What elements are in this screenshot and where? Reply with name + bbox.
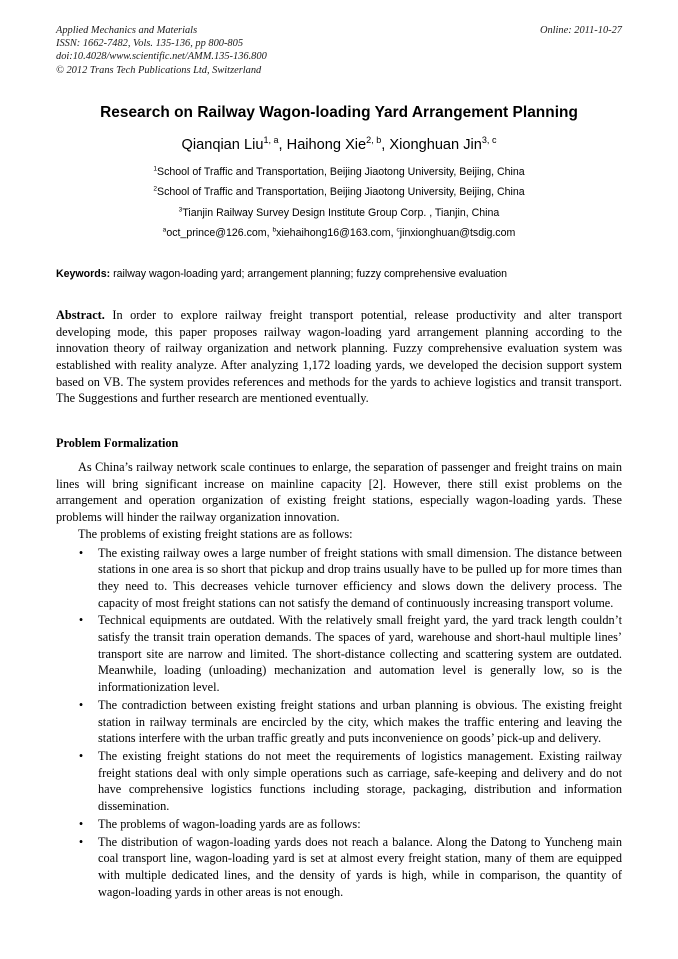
doi-line: doi:10.4028/www.scientific.net/AMM.135-136.800: [56, 51, 267, 63]
list-item-text: Technical equipments are outdated. With the relatively small freight yard, the yard track length couldn’t satisfy the transit train operation demands. The spaces of yard, warehouse and short-haul multiple lines’ transport site are narrow and limited. The short-distance collecting and scattering system are outdated. Meanwhile, loading (unloading) mechanization and automation level is generally low, so is the informationization level.: [98, 613, 622, 695]
affiliation-line: [56, 182, 622, 203]
email-address[interactable]: xiehaihong16@163.com: [276, 227, 391, 240]
author-affiliation-marker: 3, c: [481, 134, 497, 145]
email-address[interactable]: jinxionghuan@tsdig.com: [399, 227, 516, 240]
journal-name: Applied Mechanics and Materials: [56, 25, 198, 36]
email-entry: [396, 227, 515, 239]
author-name: Xionghuan Jin: [389, 136, 482, 153]
affiliation-list: [56, 162, 622, 224]
list-item: [56, 545, 622, 612]
issn-line: ISSN: 1662-7482, Vols. 135-136, pp 800-805: [56, 38, 244, 50]
list-item: [56, 697, 622, 747]
email-marker: c: [396, 226, 400, 234]
email-separator: ,: [266, 227, 273, 240]
bullet-icon: •: [78, 545, 84, 560]
author-separator: ,: [381, 136, 390, 153]
keywords-label: Keywords:: [56, 267, 111, 280]
affiliation-text: Tianjin Railway Survey Design Institute Group Corp. , Tianjin, China: [182, 206, 500, 219]
email-separator: ,: [390, 227, 397, 240]
affiliation-text: School of Traffic and Transportation, Beijing Jiaotong University, Beijing, China: [157, 165, 525, 178]
author-name: Qianqian Liu: [181, 136, 264, 153]
bullet-icon: •: [78, 613, 84, 628]
author-entry: [286, 134, 390, 153]
author-list: [56, 136, 622, 155]
online-date: Online: 2011-10-27: [539, 25, 622, 36]
abstract-label: Abstract.: [56, 307, 105, 322]
affiliation-marker: 3: [178, 206, 183, 214]
affiliation-marker: 2: [153, 185, 157, 193]
body-paragraph: As China’s railway network scale continues to enlarge, the separation of passenger and freight trains on main lines will bring significant increase on mainline capacity [2]. However, there still exist problems on the arrangement and operation organization of existing freight stations, especially wagon-loading yards. These problems will hinder the railway organization innovation.: [56, 460, 622, 525]
affiliation-marker: 1: [153, 165, 157, 173]
list-item: [56, 612, 622, 696]
author-entry: [181, 134, 287, 153]
paper-title: Research on Railway Wagon-loading Yard Arrangement Planning: [100, 103, 578, 121]
list-item-text: The existing railway owes a large number of freight stations with small dimension. The distance between stations in one area is so short that pickup and drop trains usually have to be pulled up for more times than they need to. This decreases vehicle turnover efficiency and slows down the delivery process. The capacity of most freight stations can not satisfy the demand of continuously increasing transport volume.: [98, 545, 622, 610]
email-marker: b: [272, 226, 277, 234]
keywords-text: railway wagon-loading yard; arrangement planning; fuzzy comprehensive evaluation: [110, 267, 508, 280]
list-item: [56, 834, 622, 901]
author-name: Haihong Xie: [286, 136, 367, 153]
journal-header: [56, 24, 622, 77]
affiliation-line: [56, 162, 622, 183]
bullet-icon: •: [78, 816, 84, 831]
section-heading-problem-formalization: Problem Formalization: [56, 436, 179, 451]
email-entry: [163, 227, 273, 239]
list-item: [56, 748, 622, 815]
author-separator: ,: [278, 136, 287, 153]
email-list: [56, 223, 622, 244]
author-entry: [389, 134, 497, 153]
copyright-line: © 2012 Trans Tech Publications Ltd, Switzerland: [56, 64, 262, 76]
abstract-text: In order to explore railway freight transport potential, release productivity and alter transport developing mode, this paper proposes railway wagon-loading yard arrangement planning according to the innovation theory of railway organization and network planning. Fuzzy comprehensive evaluation system was established with reality analyze. After analyzing 1,172 loading yards, we developed the decision support system based on VB. The system provides references and methods for the yards to achieve logistics and transit transport. The Suggestions and further research are mentioned eventually.: [56, 307, 622, 406]
bullet-icon: •: [78, 748, 84, 763]
bullet-icon: •: [78, 834, 84, 849]
list-item: [56, 816, 622, 833]
bullet-icon: •: [78, 697, 84, 712]
list-item-text: The distribution of wagon-loading yards does not reach a balance. Along the Datong to Yuncheng main coal transport line, wagon-loading yard is set at almost every freight station, many of them are equipped with multiple dedicated lines, and the density of yards is high, while in comparison, the quantity of wagon-loading yards in other areas is not enough.: [98, 834, 622, 899]
email-entry: [272, 227, 396, 239]
body-paragraph: The problems of existing freight stations are as follows:: [78, 526, 353, 541]
page-content: [56, 24, 622, 900]
email-marker: a: [162, 226, 167, 234]
author-affiliation-marker: 1, a: [263, 134, 279, 145]
list-item-text: The existing freight stations do not meet the requirements of logistics management. Existing railway freight stations deal with only simple operations such as carriage, safe-keeping and delivery and do not have comprehensive logistics functions including storage, packaging, distribution and information dissemination.: [98, 748, 622, 814]
problems-bullet-list: [56, 545, 622, 901]
affiliation-line: [56, 203, 622, 224]
email-address[interactable]: oct_prince@126.com: [166, 227, 267, 240]
keywords-section: [56, 267, 622, 281]
affiliation-text: School of Traffic and Transportation, Beijing Jiaotong University, Beijing, China: [157, 186, 525, 199]
list-item-text: The contradiction between existing freight stations and urban planning is obvious. The existing freight station in railway terminals are encircled by the city, which makes the traffic entering and leaving the stations interfere with the urban traffic greatly and puts inconvenience on goods’ pick-up and delivery.: [98, 697, 622, 746]
abstract-section: [56, 307, 622, 407]
author-affiliation-marker: 2, b: [366, 134, 382, 145]
list-item-text: The problems of wagon-loading yards are as follows:: [98, 816, 361, 831]
